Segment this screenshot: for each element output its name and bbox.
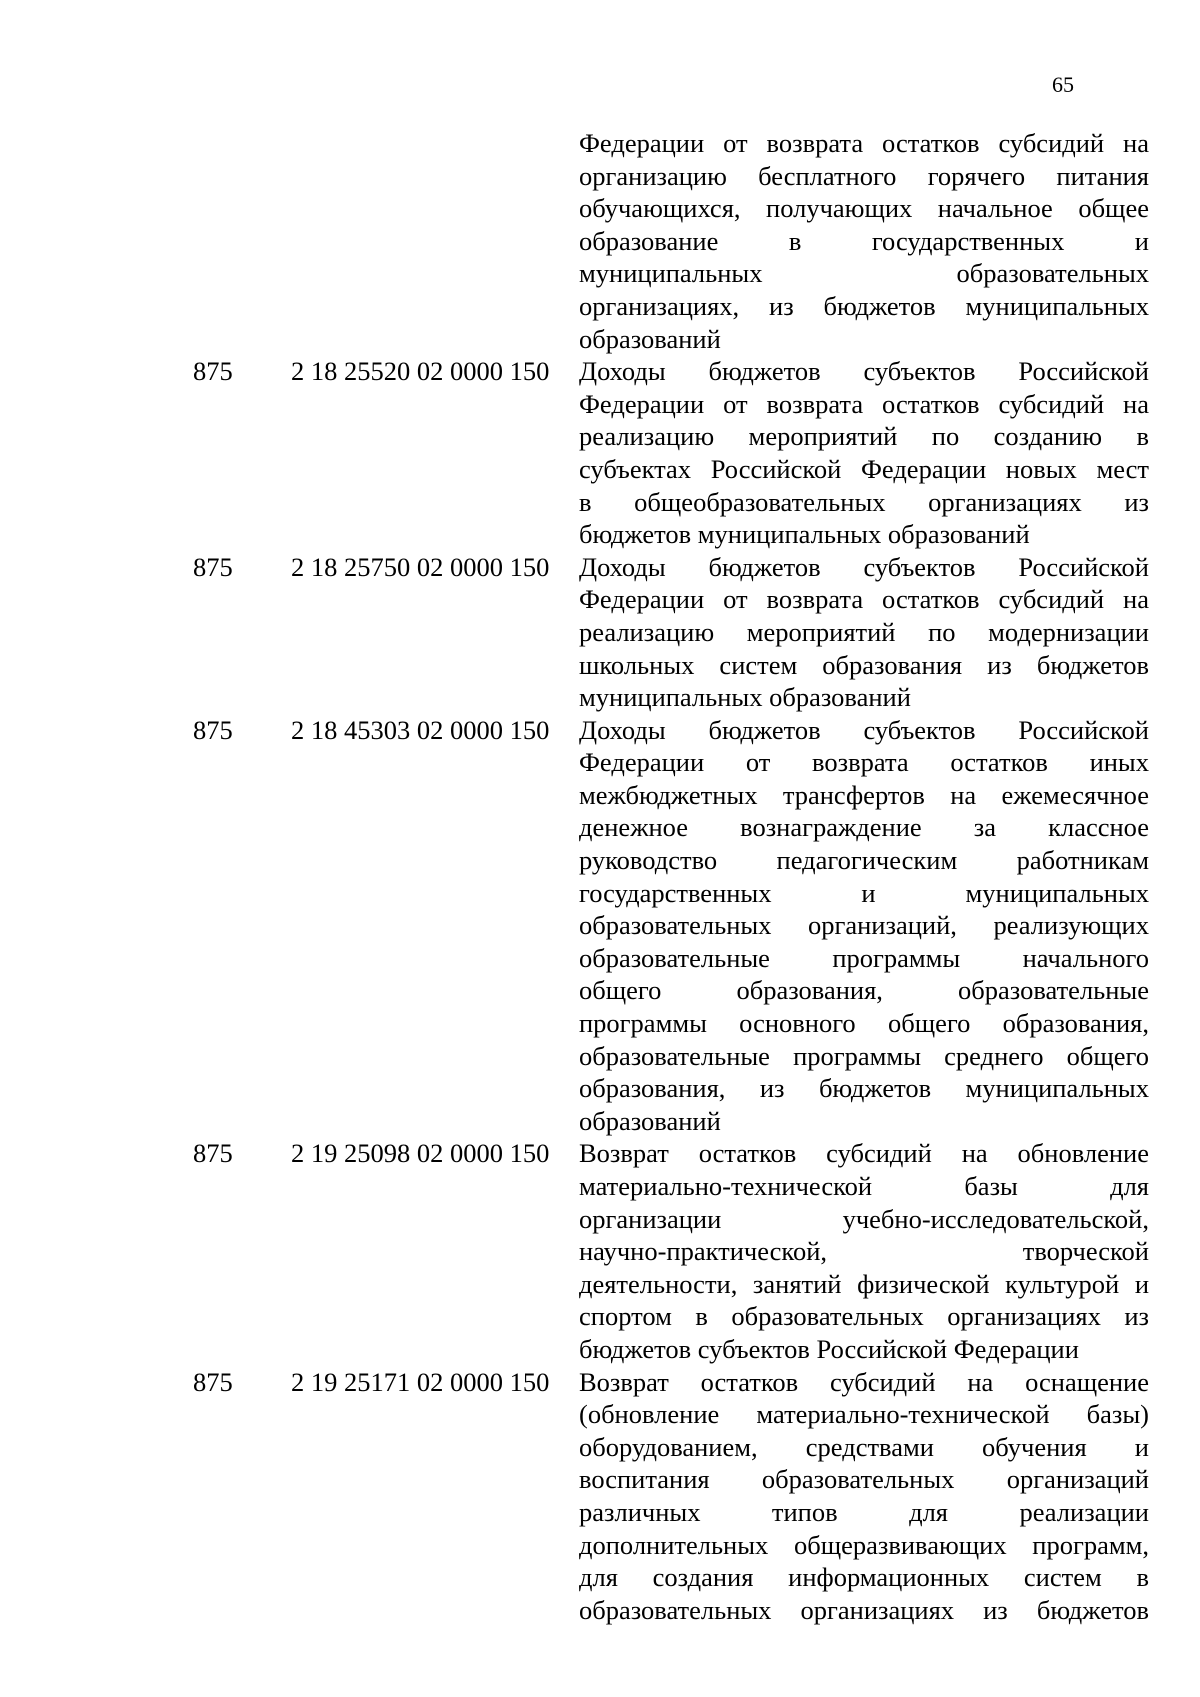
row-description [579, 551, 1149, 714]
admin-code: 875 [193, 551, 233, 582]
description-line: бюджетов муниципальных образований [579, 519, 1030, 550]
description-line: Возврат остатков субсидий на обновление [579, 1138, 1149, 1169]
description-line: в общеобразовательных организациях из [579, 486, 1149, 517]
description-line: образовательные программы начального [579, 942, 1149, 973]
description-line: спортом в образовательных организациях из [579, 1301, 1149, 1332]
kbk-code: 2 19 25098 02 0000 150 [291, 1138, 550, 1169]
description-line: Федерации от возврата остатков иных [579, 747, 1149, 778]
description-line: деятельности, занятий физической культурой и [579, 1268, 1149, 1299]
admin-code: 875 [193, 356, 233, 387]
description-line: для создания информационных систем в [579, 1562, 1149, 1593]
description-line: организациях, из бюджетов муниципальных [579, 290, 1149, 321]
table-row [0, 714, 1200, 1138]
description-line: образовательных организациях из бюджетов [579, 1594, 1149, 1625]
description-line: образование в государственных и [579, 225, 1149, 256]
description-line: Федерации от возврата остатков субсидий на [579, 128, 1149, 158]
table-row [0, 551, 1200, 714]
description-line: межбюджетных трансфертов на ежемесячное [579, 779, 1149, 810]
description-line: руководство педагогическим работникам [579, 845, 1149, 876]
description-line: реализацию мероприятий по созданию в [579, 421, 1149, 452]
description-line: школьных систем образования из бюджетов [579, 649, 1149, 680]
description-line: обучающихся, получающих начальное общее [579, 193, 1149, 224]
description-line: образовательные программы среднего общего [579, 1040, 1149, 1071]
description-line: организации учебно-исследовательской, [579, 1203, 1149, 1234]
row-description [579, 1137, 1149, 1365]
admin-code: 875 [193, 714, 233, 745]
description-line: Федерации от возврата остатков субсидий на [579, 388, 1149, 419]
table-row [0, 1366, 1200, 1627]
description-line: Доходы бюджетов субъектов Российской [579, 551, 1149, 582]
description-line: дополнительных общеразвивающих программ, [579, 1529, 1149, 1560]
description-line: муниципальных образований [579, 682, 911, 713]
description-line: общего образования, образовательные [579, 975, 1149, 1006]
description-line: бюджетов субъектов Российской Федерации [579, 1333, 1079, 1364]
table-row [0, 355, 1200, 551]
description-line: программы основного общего образования, [579, 1008, 1149, 1039]
description-line: государственных и муниципальных [579, 877, 1149, 908]
description-line: Федерации от возврата остатков субсидий на [579, 584, 1149, 615]
description-line: Возврат остатков субсидий на оснащение [579, 1366, 1149, 1397]
table-row [0, 1137, 1200, 1365]
kbk-code: 2 18 45303 02 0000 150 [291, 714, 550, 745]
row-description [579, 355, 1149, 551]
description-line: образований [579, 323, 721, 354]
description-line: материально-технической базы для [579, 1171, 1149, 1201]
description-line: научно-практической, творческой [579, 1236, 1149, 1267]
description-line: воспитания образовательных организаций [579, 1464, 1149, 1495]
description-line: субъектах Российской Федерации новых мест [579, 453, 1149, 484]
budget-code-table [0, 127, 1200, 1626]
row-description [579, 127, 1149, 355]
admin-code: 875 [193, 1138, 233, 1169]
description-line: Доходы бюджетов субъектов Российской [579, 356, 1149, 387]
description-line: различных типов для реализации [579, 1496, 1149, 1527]
description-line: образования, из бюджетов муниципальных [579, 1073, 1149, 1104]
table-row [0, 127, 1200, 355]
admin-code: 875 [193, 1366, 233, 1397]
kbk-code: 2 18 25750 02 0000 150 [291, 551, 550, 582]
description-line: организацию бесплатного горячего питания [579, 160, 1149, 191]
page-number: 65 [1052, 72, 1074, 97]
description-line: оборудованием, средствами обучения и [579, 1431, 1149, 1462]
description-line: муниципальных образовательных [579, 258, 1149, 289]
description-line: (обновление материально-технической базы) [579, 1399, 1149, 1430]
description-line: Доходы бюджетов субъектов Российской [579, 714, 1149, 745]
description-line: образований [579, 1105, 721, 1136]
row-description [579, 1366, 1149, 1627]
row-description [579, 714, 1149, 1138]
description-line: образовательных организаций, реализующих [579, 910, 1149, 941]
description-line: реализацию мероприятий по модернизации [579, 616, 1149, 647]
description-line: денежное вознаграждение за классное [579, 812, 1149, 843]
kbk-code: 2 19 25171 02 0000 150 [291, 1366, 550, 1397]
kbk-code: 2 18 25520 02 0000 150 [291, 356, 550, 387]
